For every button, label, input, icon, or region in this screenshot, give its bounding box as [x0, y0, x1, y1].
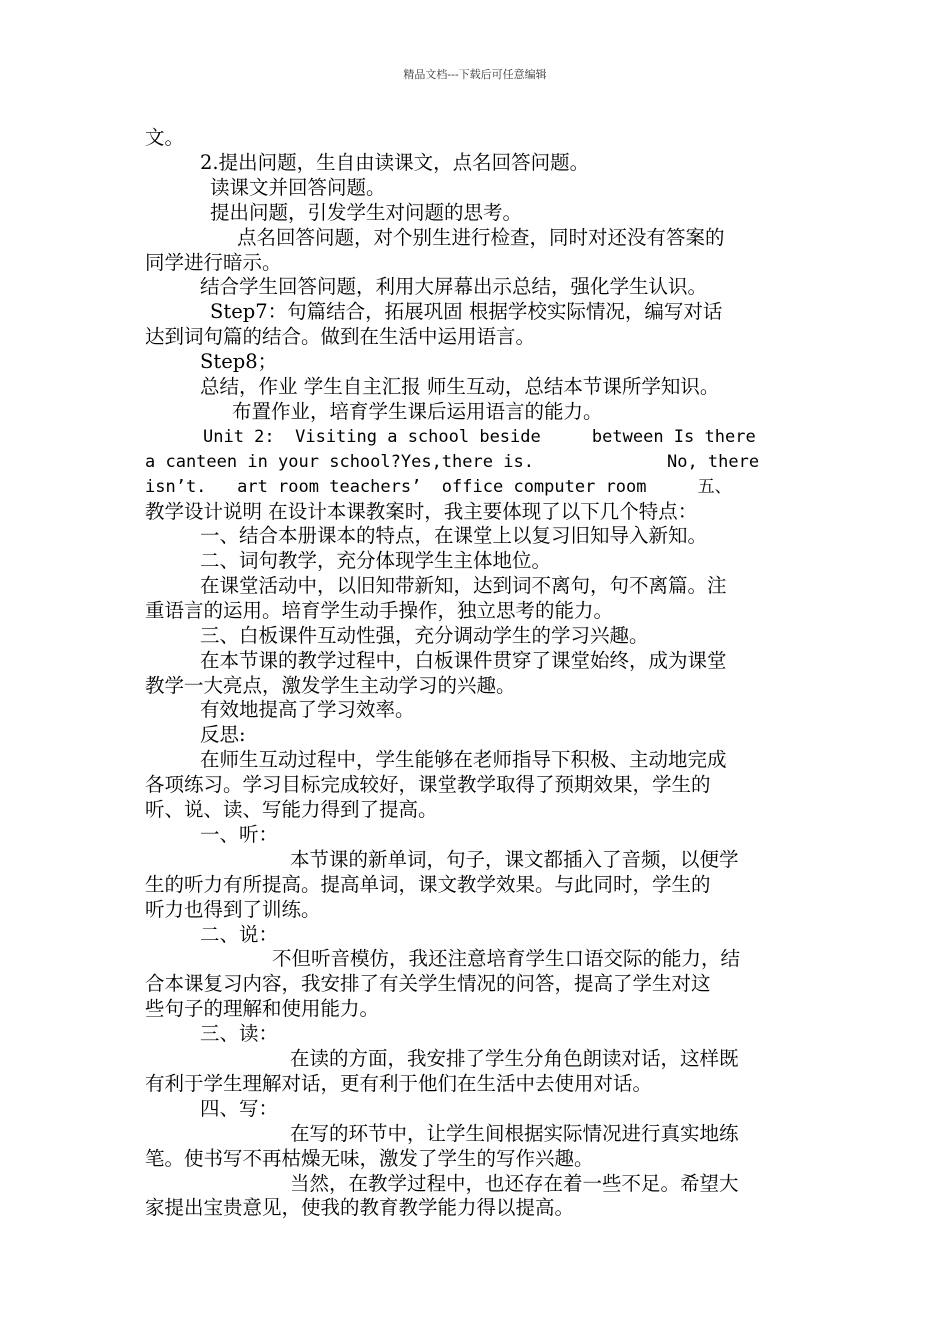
text-line-41: 在写的环节中，让学生间根据实际情况进行真实地练: [290, 1122, 739, 1145]
text-line-12: 布置作业，培育学生课后运用语言的能力。: [232, 400, 603, 423]
text-line-29: 一、听：: [200, 823, 279, 846]
text-line-18: 二、词句教学，充分体现学生主体地位。: [200, 549, 552, 572]
text-line-5: 点名回答问题，对个别生进行检查，同时对还没有答案的: [237, 226, 725, 249]
text-line-36: 些句子的理解和使用能力。: [145, 997, 380, 1020]
page-header: 精品文档---下载后可任意编辑: [403, 68, 547, 81]
text-line-8: Step7：句篇结合，拓展巩固 根据学校实际情况，编写对话: [210, 300, 723, 323]
text-line-37: 三、读：: [200, 1022, 279, 1045]
text-line-34: 不但听音模仿，我还注意培育学生口语交际的能力，结: [272, 947, 741, 970]
text-line-35: 合本课复习内容，我安排了有关学生情况的问答，提高了学生对这: [145, 972, 711, 995]
text-line-2: 2.提出问题，生自由读课文，点名回答问题。: [200, 151, 590, 174]
text-line-27: 各项练习。学习目标完成较好，课堂教学取得了预期效果，学生的: [145, 773, 711, 796]
text-line-31: 生的听力有所提高。提高单词，课文教学效果。与此同时，学生的: [145, 873, 711, 896]
text-line-42: 笔。使书写不再枯燥无味，激发了学生的写作兴趣。: [145, 1147, 594, 1170]
text-line-4: 提出问题，引发学生对问题的思考。: [210, 201, 523, 224]
text-line-14: a canteen in your school?Yes,there is. No, there: [145, 452, 760, 472]
text-line-25: 反思:: [200, 723, 246, 746]
text-line-44: 家提出宝贵意见，使我的教育教学能力得以提高。: [145, 1196, 575, 1219]
text-line-23: 教学一大亮点，激发学生主动学习的兴趣。: [145, 674, 516, 697]
text-line-24: 有效地提高了学习效率。: [200, 698, 415, 721]
text-line-19: 在课堂活动中，以旧知带新知，达到词不离句，句不离篇。注: [200, 574, 727, 597]
text-line-40: 四、写：: [200, 1097, 279, 1120]
text-line-13: Unit 2: Visiting a school beside between Is there: [203, 427, 756, 447]
text-line-21: 三、白板课件互动性强，充分调动学生的学习兴趣。: [200, 624, 649, 647]
text-line-26: 在师生互动过程中，学生能够在老师指导下积极、主动地完成: [200, 748, 727, 771]
text-line-33: 二、说：: [200, 923, 279, 946]
text-line-1: 文。: [145, 126, 185, 149]
text-line-10: Step8；: [200, 350, 278, 373]
text-line-9: 达到词句篇的结合。做到在生活中运用语言。: [145, 325, 536, 348]
text-line-20: 重语言的运用。培育学生动手操作，独立思考的能力。: [145, 599, 614, 622]
text-line-6: 同学进行暗示。: [145, 251, 282, 274]
text-line-39: 有利于学生理解对话，更有利于他们在生活中去使用对话。: [145, 1072, 653, 1095]
text-line-28: 听、说、读、写能力得到了提高。: [145, 798, 438, 821]
text-line-43: 当然，在教学过程中，也还存在着一些不足。希望大: [290, 1172, 739, 1195]
text-line-11: 总结，作业 学生自主汇报 师生互动，总结本节课所学知识。: [200, 375, 720, 398]
text-line-15: isn’t. art room teachers’ office computer room 五、: [145, 477, 732, 497]
text-line-38: 在读的方面，我安排了学生分角色朗读对话，这样既: [290, 1047, 739, 1070]
text-line-16: 教学设计说明 在设计本课教案时，我主要体现了以下几个特点：: [145, 500, 698, 523]
text-line-32: 听力也得到了训练。: [145, 898, 321, 921]
text-line-30: 本节课的新单词，句子，课文都插入了音频，以便学: [290, 848, 739, 871]
text-line-17: 一、结合本册课本的特点，在课堂上以复习旧知导入新知。: [200, 524, 708, 547]
text-line-22: 在本节课的教学过程中，白板课件贯穿了课堂始终，成为课堂: [200, 649, 727, 672]
text-line-7: 结合学生回答问题，利用大屏幕出示总结，强化学生认识。: [200, 275, 708, 298]
text-line-3: 读课文并回答问题。: [210, 176, 386, 199]
